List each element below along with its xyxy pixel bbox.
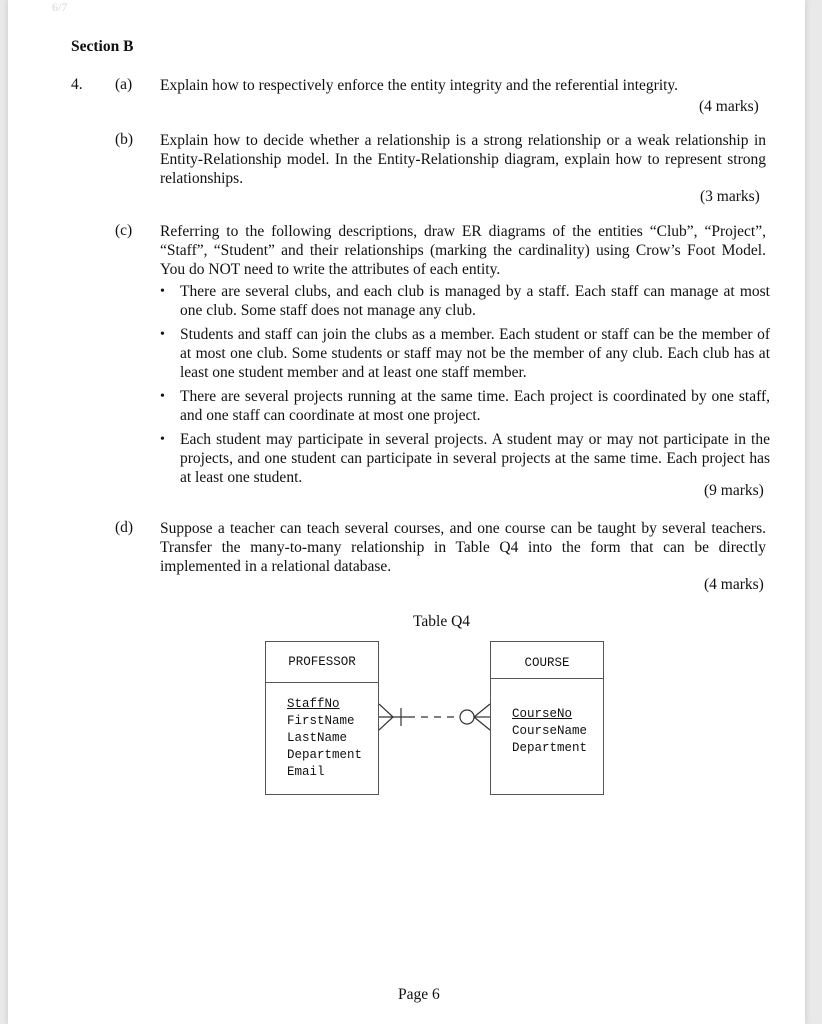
part-d-marks: (4 marks): [704, 576, 764, 593]
part-a-label: (a): [115, 76, 133, 93]
part-a-marks: (4 marks): [699, 98, 759, 115]
professor-crow-foot-lower: [379, 717, 393, 730]
bullet-item: • Students and staff can join the clubs as a member. Each student or staff can be the member of at most one club. Some students or staff may not be the member of any club. Each club has at least one student member and at least one staff member.: [160, 325, 770, 382]
bullet-item: • Each student may participate in several projects. A student may or may not participate in the projects, and one student can participate in several projects at the same time. Each project has at least one student.: [160, 430, 770, 487]
course-attribute: Department: [512, 741, 588, 755]
part-d-text: Suppose a teacher can teach several courses, and one course can be taught by several teachers. Transfer the many-to-many relationship in Table Q4 into the form that can be directly implemented in a relational database.: [160, 520, 766, 575]
relationship-connector: [8, 0, 805, 1024]
part-b-label: (b): [115, 131, 134, 148]
professor-attribute: Email: [287, 765, 325, 779]
question-number: 4.: [71, 76, 83, 93]
professor-primary-key: StaffNo: [287, 697, 340, 711]
professor-attribute: LastName: [287, 731, 348, 745]
professor-attribute: Department: [287, 748, 363, 762]
page-corner-label: 6/7: [52, 0, 68, 14]
exam-page: [8, 0, 805, 1024]
course-zero-circle: [460, 710, 474, 724]
bullet-item: • There are several projects running at the same time. Each project is coordinated by one staff, and one staff can coordinate at most one project.: [160, 387, 770, 425]
course-primary-key: CourseNo: [512, 707, 573, 721]
course-entity-name: COURSE: [491, 642, 603, 679]
part-b-marks: (3 marks): [700, 188, 760, 205]
course-crow-foot-upper: [474, 704, 490, 717]
professor-entity-name: PROFESSOR: [266, 642, 378, 683]
part-c-text: Referring to the following descriptions, draw ER diagrams of the entities “Club”, “Project”, “Staff”, “Student” and their relationships (marking the cardinality) using Crow’s Foot Model. You do NOT need to write the attributes of each entity.: [160, 223, 766, 278]
part-d-label: (d): [115, 519, 134, 536]
part-c-label: (c): [115, 222, 133, 239]
professor-attribute: FirstName: [287, 714, 355, 728]
part-a-text: Explain how to respectively enforce the entity integrity and the referential integrity.: [160, 77, 679, 94]
bullet-item: • There are several clubs, and each club is managed by a staff. Each staff can manage at most one club. Some staff does not manage any club.: [160, 282, 770, 320]
professor-crow-foot-upper: [379, 704, 393, 717]
course-attribute: CourseName: [512, 724, 588, 738]
part-b-text: Explain how to decide whether a relationship is a strong relationship or a weak relationship in Entity-Relationship model. In the Entity-Relationship diagram, explain how to represent strong relationships.: [160, 132, 766, 187]
course-crow-foot-lower: [474, 717, 490, 730]
section-title: Section B: [71, 38, 134, 55]
table-caption: Table Q4: [413, 613, 471, 630]
part-c-marks: (9 marks): [704, 482, 764, 499]
page-number: Page 6: [398, 986, 440, 1003]
